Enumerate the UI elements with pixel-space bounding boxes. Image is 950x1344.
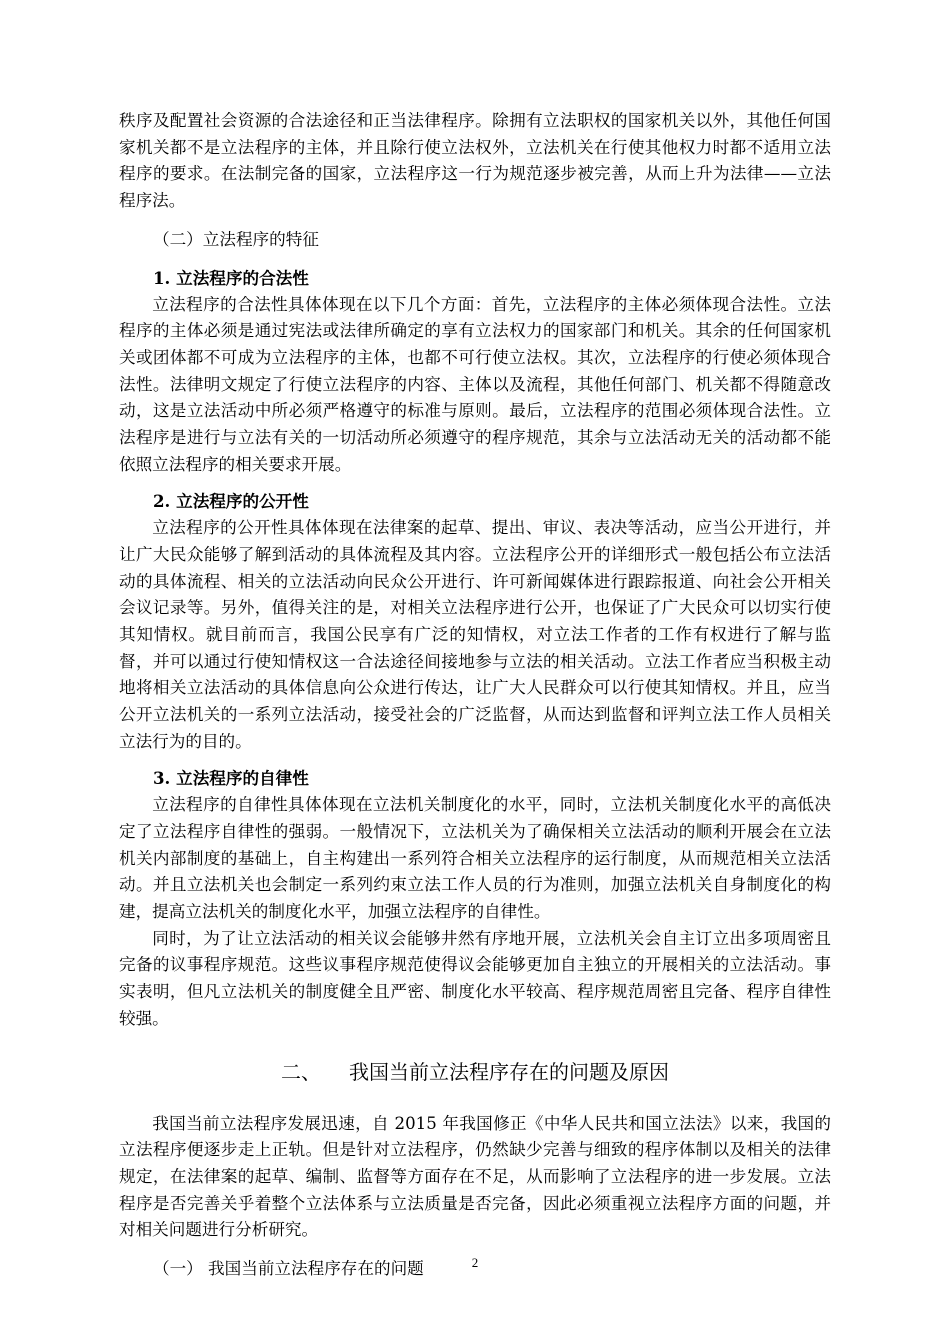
paragraph-meeting-rules: 同时，为了让立法活动的相关议会能够井然有序地开展，立法机关会自主订立出多项周密且完备的议事程序规范。这些议事程序规范使得议会能够更加自主独立的开展相关的立法活动。事实表明，但凡立法机关的制度健全且严密、制度化水平较高、程序规范周密且完备、程序自律性较强。 [119, 928, 831, 1028]
subheading-self-discipline: 3. 立法程序的自律性 [153, 768, 309, 789]
paragraph-continued: 秩序及配置社会资源的合法途径和正当法律程序。除拥有立法职权的国家机关以外，其他任何国家机关都不是立法程序的主体，并且除行使立法权外，立法机关在行使其他权力时都不适用立法程序的要求。在法制完备的国家，立法程序这一行为规范逐步被完善，从而上升为法律——立法程序法。 [119, 111, 831, 211]
chapter-heading-text: 我国当前立法程序存在的问题及原因 [349, 1059, 669, 1084]
section-heading-problems: （一） 我国当前立法程序存在的问题 [153, 1259, 424, 1279]
subheading-openness: 2. 立法程序的公开性 [153, 491, 309, 512]
paragraph-openness: 立法程序的公开性具体体现在法律案的起草、提出、审议、表决等活动，应当公开进行，并让广大民众能够了解到活动的具体流程及其内容。立法程序公开的详细形式一般包括公布立法活动的具体流程、相关的立法活动向民众公开进行、许可新闻媒体进行跟踪报道、向社会公开相关会议记录等。另外，值得关注的是，对相关立法程序进行公开，也保证了广大民众可以切实行使其知情权。就目前而言，我国公民享有广泛的知情权，对立法工作者的工作有权进行了解与监督，并可以通过行使知情权这一合法途径间接地参与立法的相关活动。立法工作者应当积极主动地将相关立法活动的具体信息向公众进行传达，让广大人民群众可以行使其知情权。并且，应当公开立法机关的一系列立法活动，接受社会的广泛监督，从而达到监督和评判立法工作人员相关立法行为的目的。 [119, 518, 831, 751]
paragraph-current-status: 我国当前立法程序发展迅速，自 2015 年我国修正《中华人民共和国立法法》以来，我国的立法程序便逐步走上正轨。但是针对立法程序，仍然缺少完善与细致的程序体制以及相关的法律规定，在法律案的起草、编制、监督等方面存在不足，从而影响了立法程序的进一步发展。立法程序是否完善关乎着整个立法体系与立法质量是否完备，因此必须重视立法程序方面的问题，并对相关问题进行分析研究。 [119, 1113, 831, 1240]
section-heading-features: （二）立法程序的特征 [153, 229, 319, 249]
subheading-legality: 1. 立法程序的合法性 [153, 267, 309, 288]
page-number: 2 [471, 1255, 479, 1270]
chapter-heading-number: 二、 [281, 1059, 321, 1084]
paragraph-self-discipline: 立法程序的自律性具体体现在立法机关制度化的水平，同时，立法机关制度化水平的高低决定了立法程序自律性的强弱。一般情况下，立法机关为了确保相关立法活动的顺利开展会在立法机关内部制度的基础上，自主构建出一系列符合相关立法程序的运行制度，从而规范相关立法活动。并且立法机关也会制定一系列约束立法工作人员的行为准则，加强立法机关自身制度化的构建，提高立法机关的制度化水平，加强立法程序的自律性。 [119, 795, 831, 921]
chapter-heading [119, 1057, 831, 1087]
document-body [119, 108, 831, 1294]
paragraph-legality: 立法程序的合法性具体体现在以下几个方面：首先，立法程序的主体必须体现合法性。立法程序的主体必须是通过宪法或法律所确定的享有立法权力的国家部门和机关。其余的任何国家机关或团体都不可成为立法程序的主体，也都不可行使立法权。其次，立法程序的行使必须体现合法性。法律明文规定了行使立法程序的内容、主体以及流程，其他任何部门、机关都不得随意改动，这是立法活动中所必须严格遵守的标准与原则。最后，立法程序的范围必须体现合法性。立法程序是进行与立法有关的一切活动所必须遵守的程序规范，其余与立法活动无关的活动都不能依照立法程序的相关要求开展。 [119, 294, 831, 474]
